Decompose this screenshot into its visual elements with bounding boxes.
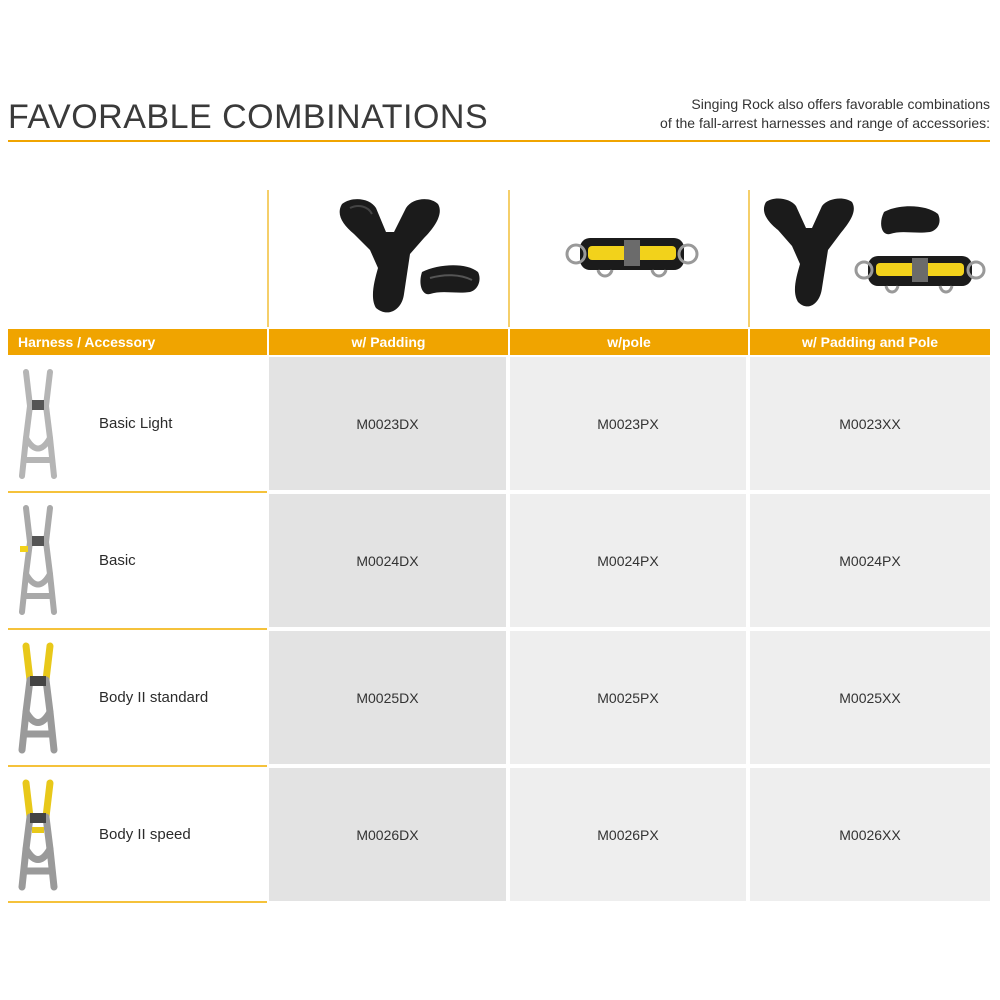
harness-name: Body II standard (99, 689, 209, 706)
corner-header: Harness / Accessory (8, 329, 267, 355)
code-cell: M0025PX (510, 631, 746, 764)
harness-name: Basic (99, 552, 136, 569)
harness-image (12, 777, 64, 895)
harness-image (12, 502, 64, 620)
row-divider (8, 628, 267, 630)
intro-text (660, 95, 990, 133)
code-cell: M0023XX (750, 357, 990, 490)
row-divider (8, 765, 267, 767)
code-cell: M0024PX (510, 494, 746, 627)
code-cell: M0024PX (750, 494, 990, 627)
row-divider (8, 901, 267, 903)
intro-line-1: Singing Rock also offers favorable combinations (691, 96, 990, 112)
code-cell: M0026XX (750, 768, 990, 901)
shoulder-padding-image (330, 194, 490, 320)
code-cell: M0023PX (510, 357, 746, 490)
page-title: FAVORABLE COMBINATIONS (8, 98, 489, 136)
intro-line-2: of the fall-arrest harnesses and range of accessories: (660, 115, 990, 131)
column-header-padding: w/ Padding (269, 329, 508, 355)
column-divider (748, 190, 750, 327)
padding-and-pole-image (758, 194, 988, 320)
code-cell: M0026PX (510, 768, 746, 901)
harness-name: Basic Light (99, 415, 173, 432)
column-divider (508, 190, 510, 327)
column-header-pole: w/pole (510, 329, 748, 355)
code-cell: M0023DX (269, 357, 506, 490)
column-header-padding-and-pole: w/ Padding and Pole (750, 329, 990, 355)
code-cell: M0026DX (269, 768, 506, 901)
code-cell: M0024DX (269, 494, 506, 627)
harness-image (12, 366, 64, 484)
row-divider (8, 491, 267, 493)
harness-image (12, 640, 64, 758)
code-cell: M0025XX (750, 631, 990, 764)
pole-belt-image (562, 194, 702, 320)
column-divider (267, 190, 269, 327)
title-divider (8, 140, 990, 142)
code-cell: M0025DX (269, 631, 506, 764)
harness-name: Body II speed (99, 826, 191, 843)
